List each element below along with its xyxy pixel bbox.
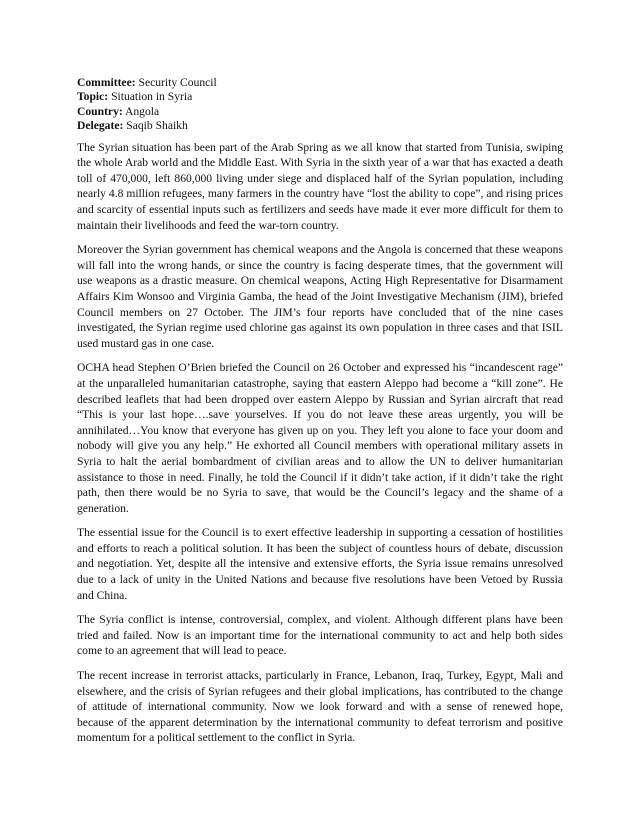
paragraph-3: OCHA head Stephen O’Brien briefed the Council on 26 October and expressed his “incandescent rage” at the unparalleled humanitarian catastrophe, saying that eastern Aleppo had become a “kill zone”. He described leaflets that had been dropped over eastern Aleppo by Russian and Syrian aircraft that read “This is your last hope….save yourselves. If you do not leave these areas urgently, you will be annihilated…You know that everyone has given up on you. They left you alone to face your doom and nobody will give you any help.” He exhorted all Council members with operational military assets in Syria to halt the aerial bombardment of civilian areas and to allow the UN to deliver humanitarian assistance to those in need. Finally, he told the Council if it didn’t take action, if it didn’t take the right path, then there would be no Syria to save, that would be the Council’s legacy and the shame of a generation. — [77, 361, 563, 515]
delegate-line — [77, 119, 563, 133]
document-header — [77, 76, 563, 134]
topic-line — [77, 90, 563, 104]
delegate-value: Saqib Shaikh — [126, 119, 188, 133]
committee-label: Committee: — [77, 76, 136, 89]
country-label: Country: — [77, 104, 123, 118]
topic-label: Topic: — [77, 90, 109, 104]
paragraph-4: The essential issue for the Council is to exert effective leadership in supporting a cessation of hostilities and efforts to reach a political solution. It has been the subject of countless hours of debate, discussion and negotiation. Yet, despite all the intensive and extensive efforts, the Syria issue remains unresolved due to a lack of unity in the United Nations and because five resolutions have been Vetoed by Russia and China. — [77, 526, 563, 602]
paragraph-1: The Syrian situation has been part of the Arab Spring as we all know that started from Tunisia, swiping the whole Arab world and the Middle East. With Syria in the sixth year of a war that has exacted a death toll of 470,000, left 860,000 living under siege and displaced half of the Syrian population, including nearly 4.8 million refugees, many farmers in the country have “lost the ability to cope”, and rising prices and scarcity of essential inputs such as fertilizers and seeds have made it ever more difficult for them to maintain their livelihoods and feed the war-torn country. — [77, 140, 563, 232]
country-line — [77, 105, 563, 119]
delegate-label: Delegate: — [77, 119, 124, 133]
paragraph-5: The Syria conflict is intense, controversial, complex, and violent. Although different plans have been tried and failed. Now is an important time for the international community to act and help both sides come to an agreement that will lead to peace. — [77, 613, 563, 658]
committee-value: Security Council — [138, 76, 217, 89]
paragraph-6: The recent increase in terrorist attacks, particularly in France, Lebanon, Iraq, Turkey, Egypt, Mali and elsewhere, and the crisis of Syrian refugees and their global implications, has contributed to the change of attitude of international community. Now we look forward and with a sense of renewed hope, because of the apparent determination by the international community to defeat terrorism and positive momentum for a political settlement to the conflict in Syria. — [77, 669, 563, 745]
paragraph-2: Moreover the Syrian government has chemical weapons and the Angola is concerned that these weapons will fall into the wrong hands, or since the country is facing desperate times, that the government will use weapons as a drastic measure. On chemical weapons, Acting High Representative for Disarmament Affairs Kim Wonsoo and Virginia Gamba, the head of the Joint Investigative Mechanism (JIM), briefed Council members on 27 October. The JIM’s four reports have concluded that of the nine cases investigated, the Syrian regime used chlorine gas against its own population in three cases and that ISIL used mustard gas in one case. — [77, 243, 563, 350]
topic-value: Situation in Syria — [111, 90, 193, 104]
country-value: Angola — [125, 104, 160, 118]
document-page — [77, 76, 563, 755]
committee-line — [77, 76, 563, 90]
